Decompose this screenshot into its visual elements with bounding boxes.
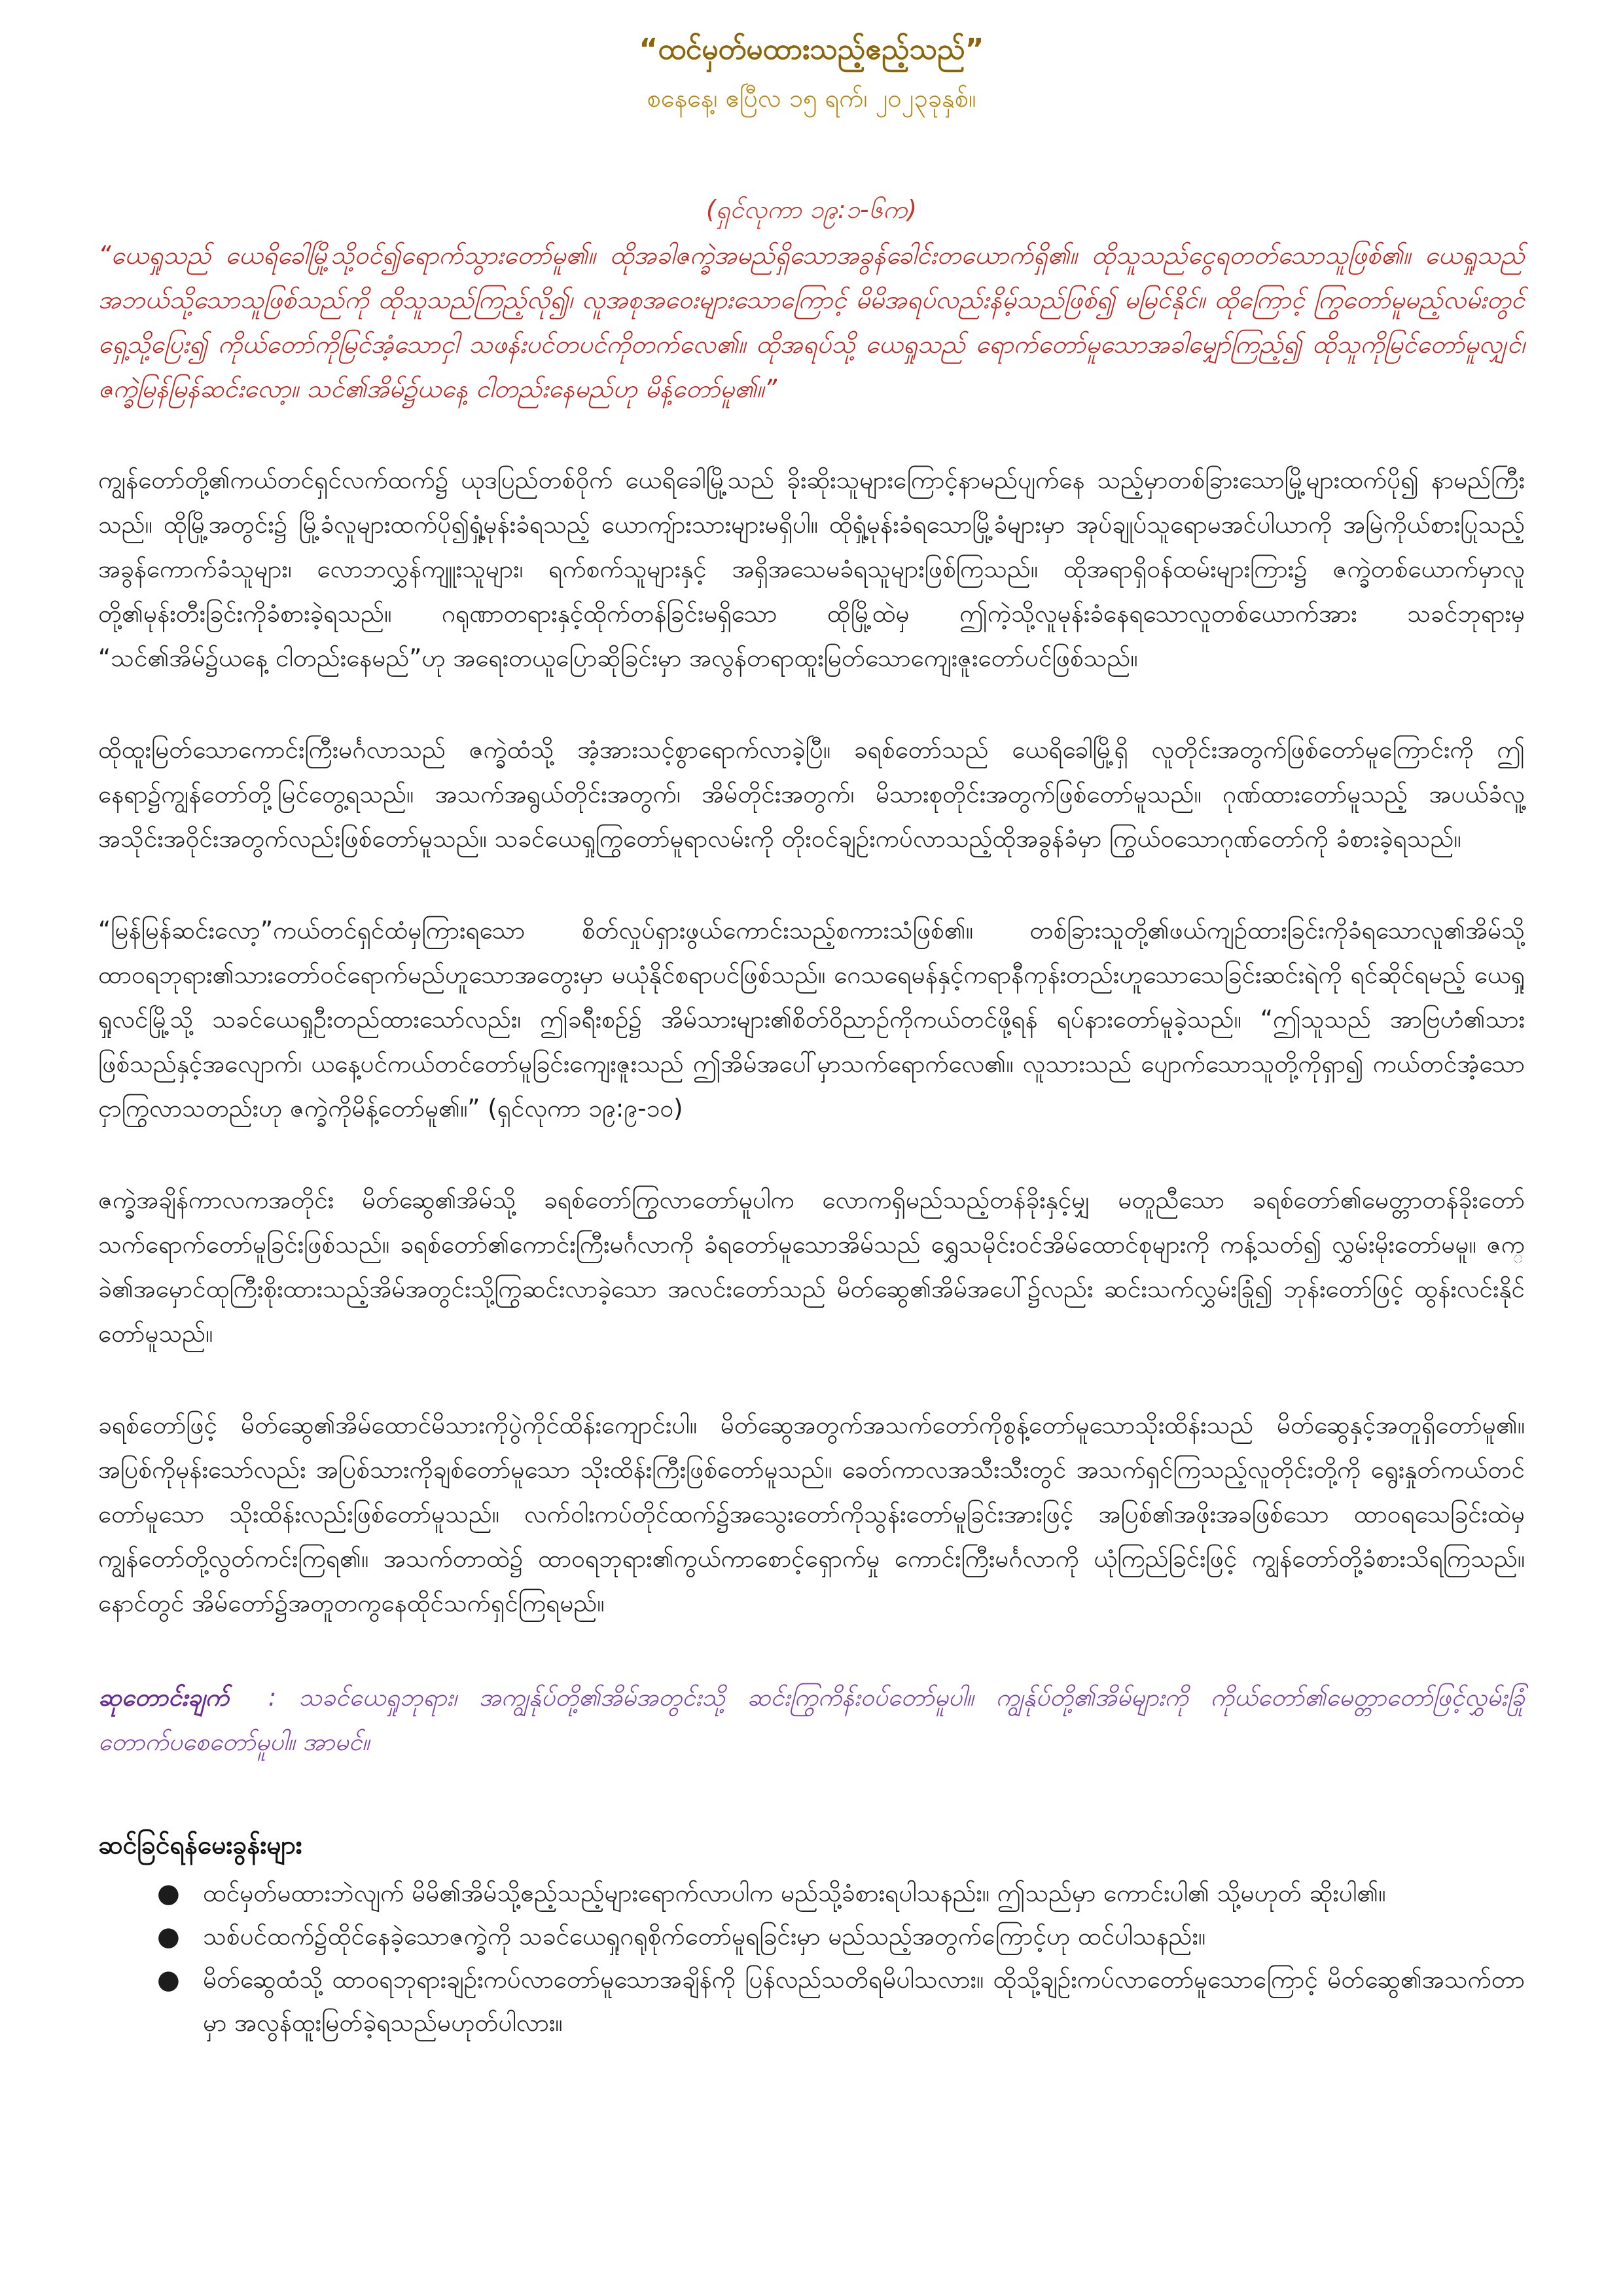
body-paragraph: ဇက္ခဲအချိန်ကာလကအတိုင်း မိတ်ဆွေ၏အိမ်သို့ ခရစ်တော်ကြွလာတော်မူပါက လောကရှိမည်သည့်တန်ခိုးနှင့်မျှ မတူညီသော ခရစ်တော်၏မေတ္တာတန်ခိုးတော်သက်ရောက်တော်မူခြင်းဖြစ်သည်။ ခရစ်တော်၏ကောင်းကြီးမင်္ဂလာကို ခံရတော်မူသောအိမ်သည် ရွှေသမိုင်းဝင်အိမ်ထောင်စုများကို ကန့်သတ်၍ လွှမ်းမိုးတော်မမူ။ ဇက္ခဲ၏အမှောင်ထုကြီးစိုးထားသည့်အိမ်အတွင်းသို့ကြွဆင်းလာခဲ့သော အလင်းတော်သည် မိတ်ဆွေ၏အိမ်အပေါ်၌လည်း ဆင်းသက်လွှမ်းခြုံ၍ ဘုန်းတော်ဖြင့် ထွန်းလင်းနိုင်တော်မူသည်။ xyxy=(98,1186,1525,1348)
body-paragraph: ထိုထူးမြတ်သောကောင်းကြီးမင်္ဂလာသည် ဇက္ခဲထံသို့ အံ့အားသင့်စွာရောက်လာခဲ့ပြီ။ ခရစ်တော်သည် ယေရိခေါမြို့ရှိ လူတိုင်းအတွက်ဖြစ်တော်မူကြောင်းကို ဤနေရာ၌ကျွန်တော်တို့မြင်တွေ့ရသည်။ အသက်အရွယ်တိုင်းအတွက်၊ အိမ်တိုင်းအတွက်၊ မိသားစုတိုင်းအတွက်ဖြစ်တော်မူသည်။ ဂုဏ်ထားတော်မူသည့် အပယ်ခံလူ့အသိုင်းအဝိုင်းအတွက်လည်းဖြစ်တော်မူသည်။ သခင်ယေရှုကြွတော်မူရာလမ်းကို တိုးဝင်ချဉ်းကပ်လာသည့်ထိုအခွန်ခံမှာ ကြွယ်ဝသောဂုဏ်တော်ကို ခံစားခဲ့ရသည်။ xyxy=(98,736,1525,853)
prayer-label: ဆုတောင်းချက် xyxy=(98,1683,229,1712)
questions-heading: ဆင်ခြင်ရန်မေးခွန်းများ xyxy=(98,1831,302,1860)
body-paragraph: ကျွန်တော်တို့၏ကယ်တင်ရှင်လက်ထက်၌ ယုဒပြည်တစ်ဝိုက် ယေရိခေါမြို့သည် ခိုးဆိုးသူများကြောင့်နာမည်ပျက်နေ သည့်မှာတစ်ခြားသောမြို့များထက်ပို၍ နာမည်ကြီးသည်။ ထိုမြို့အတွင်း၌ မြို့ခံလူများထက်ပို၍ရှုံ့မုန်းခံရသည့် ယောကျ်ားသားများမရှိပါ။ ထိုရှုံ့မုန်းခံရသောမြို့ခံများမှာ အုပ်ချုပ်သူရောမအင်ပါယာကို အမြဲကိုယ်စားပြုသည့် အခွန်ကောက်ခံသူများ၊ လောဘလွှန်ကျူးသူများ၊ ရက်စက်သူများနှင့် အရှိအသေမခံရသူများဖြစ်ကြသည်။ ထိုအရာရှိဝန်ထမ်းများကြား၌ ဇက္ခဲတစ်ယောက်မှာလူတို့၏မုန်းတီးခြင်းကိုခံစားခဲ့ရသည်။ ဂရုဏာတရားနှင့်ထိုက်တန်ခြင်းမရှိသော ထိုမြို့ထဲမှ ဤကဲ့သို့လူမုန်းခံနေရသောလူတစ်ယောက်အား သခင်ဘုရားမှ “သင်၏အိမ်၌ယနေ့ ငါတည်းနေမည်”ဟု အရေးတယူပြောဆိုခြင်းမှာ အလွန်တရာထူးမြတ်သောကျေးဇူးတော်ပင်ဖြစ်သည်။ xyxy=(98,466,1525,672)
page-title: “ထင်မှတ်မထားသည့်ဧည့်သည်” xyxy=(639,33,984,66)
page-date: စနေနေ့၊ ဧပြီလ ၁၅ ရက်၊ ၂၀၂၃ခုနှစ်။ xyxy=(647,84,976,113)
question-text: သစ်ပင်ထက်၌ထိုင်နေခဲ့သောဇက္ခဲကို သခင်ယေရှုဂရုစိုက်တော်မူရခြင်းမှာ မည်သည့်အတွက်ကြောင့်ဟု ထင်ပါသနည်း။ xyxy=(203,1922,1206,1950)
question-item xyxy=(157,1958,1525,2045)
question-text: ထင်မှတ်မထားဘဲလျက် မိမိ၏အိမ်သို့ဧည့်သည့်များရောက်လာပါက မည်သို့ခံစားရပါသနည်း။ ဤသည်မှာ ကောင်းပါ၏ သို့မဟုတ် ဆိုးပါ၏။ xyxy=(203,1879,1386,1907)
question-item xyxy=(157,1872,1525,1915)
bullet-icon: ● xyxy=(157,1878,180,1909)
prayer-text: : သခင်ယေရှုဘုရား၊ အကျွန်ုပ်တို့၏အိမ်အတွင်းသို့ ဆင်းကြွကိန်းဝပ်တော်မူပါ။ ကျွန်ုပ်တို့၏အိမ်များကို ကိုယ်တော်၏မေတ္တာတော်ဖြင့်လွှမ်းခြုံတောက်ပစေတော်မူပါ။ အာမင်။ xyxy=(98,1683,1525,1756)
question-item xyxy=(157,1915,1525,1958)
devotional-page xyxy=(98,26,1525,2045)
body-paragraph: ခရစ်တော်ဖြင့် မိတ်ဆွေ၏အိမ်ထောင်မိသားကိုပွဲကိုင်ထိန်းကျောင်းပါ။ မိတ်ဆွေအတွက်အသက်တော်ကိုစွန့်တော်မူသောသိုးထိန်းသည် မိတ်ဆွေနှင့်အတူရှိတော်မူ၏။ အပြစ်ကိုမုန်းသော်လည်း အပြစ်သားကိုချစ်တော်မူသော သိုးထိန်းကြီးဖြစ်တော်မူသည်။ ခေတ်ကာလအသီးသီးတွင် အသက်ရှင်ကြသည့်လူတိုင်းတို့ကို ရွေးနှုတ်ကယ်တင်တော်မူသော သိုးထိန်းလည်းဖြစ်တော်မူသည်။ လက်ဝါးကပ်တိုင်ထက်၌အသွေးတော်ကိုသွန်းတော်မူခြင်းအားဖြင့် အပြစ်၏အဖိုးအခဖြစ်သော ထာဝရသေခြင်းထဲမှ ကျွန်တော်တို့လွတ်ကင်းကြရ၏။ အသက်တာထဲ၌ ထာဝရဘုရား၏ကွယ်ကာစောင့်ရှောက်မှု ကောင်းကြီးမင်္ဂလာကို ယုံကြည်ခြင်းဖြင့် ကျွန်တော်တို့ခံစားသိရကြသည်။ နောင်တွင် အိမ်တော်၌အတူတကွနေထိုင်သက်ရှင်ကြရမည်။ xyxy=(98,1411,1525,1617)
bullet-icon: ● xyxy=(157,1922,180,1952)
bullet-icon: ● xyxy=(157,1965,180,1995)
scripture-text: “ယေရှုသည် ယေရိခေါမြို့သို့ဝင်၍ရောက်သွားတော်မူ၏။ ထိုအခါဇက္ခဲအမည်ရှိသောအခွန်ခေါင်းတယောက်ရှိ၏။ ထိုသူသည်ငွေရတတ်သောသူဖြစ်၏။ ယေရှုသည် အဘယ်သို့သောသူဖြစ်သည်ကို ထိုသူသည်ကြည့်လို၍၊ လူအစုအဝေးများသောကြောင့် မိမိအရပ်လည်းနိမ့်သည်ဖြစ်၍ မမြင်နိုင်။ ထိုကြောင့် ကြွတော်မူမည့်လမ်းတွင် ရှေ့သို့ပြေး၍ ကိုယ်တော်ကိုမြင်အံ့သောငှါ သဖန်းပင်တပင်ကိုတက်လေ၏။ ထိုအရပ်သို့ ယေရှုသည် ရောက်တော်မူသောအခါမျှော်ကြည့်၍ ထိုသူကိုမြင်တော်မူလျှင်၊ ဇက္ခဲမြန်မြန်ဆင်းလော့။ သင်၏အိမ်၌ယနေ့ ငါတည်းနေမည်ဟု မိန့်တော်မူ၏။” xyxy=(98,241,1525,403)
questions-list xyxy=(98,1872,1525,2045)
prayer-block xyxy=(98,1676,1525,1765)
body-paragraph: “မြန်မြန်ဆင်းလော့”ကယ်တင်ရှင်ထံမှကြားရသော စိတ်လှုပ်ရှားဖွယ်ကောင်းသည့်စကားသံဖြစ်၏။ တစ်ခြားသူတို့၏ဖယ်ကျဉ်ထားခြင်းကိုခံရသောလူ၏အိမ်သို့ ထာဝရဘုရား၏သားတော်ဝင်ရောက်မည်ဟူသောအတွေးမှာ မယုံနိုင်စရာပင်ဖြစ်သည်။ ဂေသရေမန်နှင့်ကရာနီကုန်းတည်းဟူသောသေခြင်းဆင်းရဲကို ရင်ဆိုင်ရမည့် ယေရှုရှုလင်မြို့သို့ သခင်ယေရှုဦးတည်ထားသော်လည်း၊ ဤခရီးစဉ်၌ အိမ်သားများ၏စိတ်ဝိညာဉ်ကိုကယ်တင်ဖို့ရန် ရပ်နားတော်မူခဲ့သည်။ “ဤသူသည် အာဗြဟံ၏သားဖြစ်သည်နှင့်အလျောက်၊ ယနေ့ပင်ကယ်တင်တော်မူခြင်းကျေးဇူးသည် ဤအိမ်အပေါ်မှာသက်ရောက်လေ၏။ လူသားသည် ပျောက်သောသူတို့ကိုရှာ၍ ကယ်တင်အံ့သောငှာကြွလာသတည်းဟု ဇက္ခဲကိုမိန့်တော်မူ၏။” (ရှင်လုကာ ၁၉:၉-၁၀) xyxy=(98,916,1525,1122)
scripture-reference: (ရှင်လုကာ ၁၉:၁-၆က) xyxy=(705,195,918,224)
question-text: မိတ်ဆွေထံသို့ ထာဝရဘုရားချဉ်းကပ်လာတော်မူသောအချိန်ကို ပြန်လည်သတိရမိပါသလား။ ထိုသို့ချဉ်းကပ်လာတော်မူသောကြောင့် မိတ်ဆွေ၏အသက်တာမှာ အလွန်ထူးမြတ်ခဲ့ရသည်မဟုတ်ပါလား။ xyxy=(203,1965,1525,2037)
